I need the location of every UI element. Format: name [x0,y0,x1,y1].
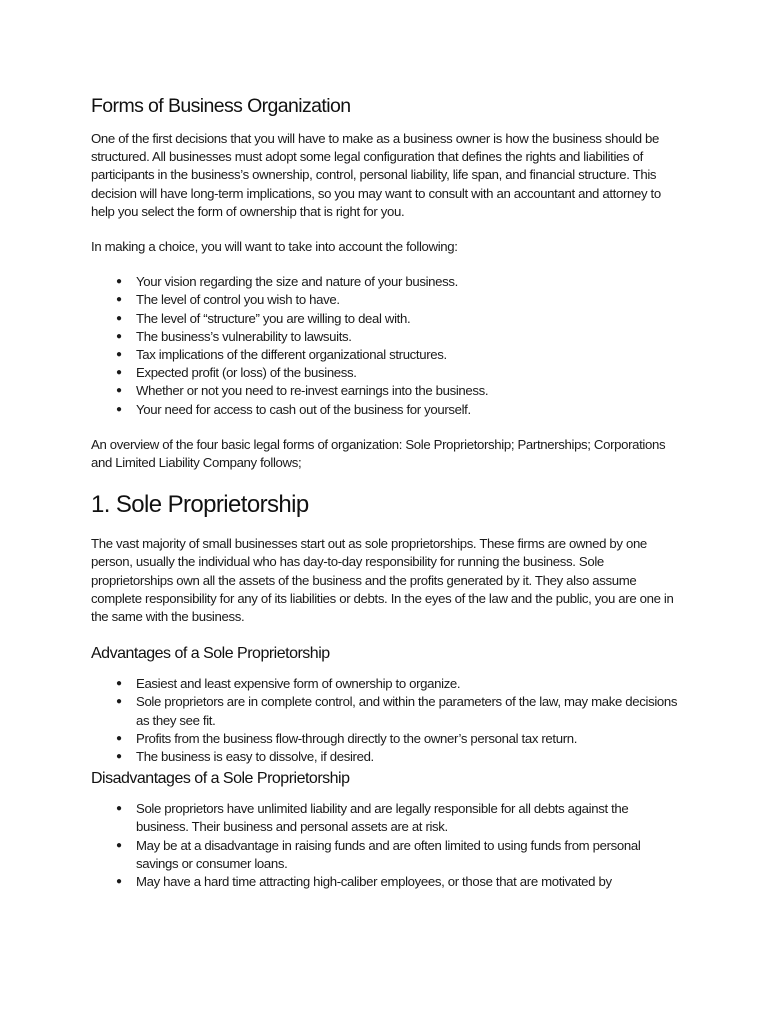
bullet-icon: ● [116,678,122,690]
bullet-icon: ● [116,294,122,306]
bullet-icon: ● [116,367,122,379]
list-item: ● Sole proprietors have unlimited liability and are legally responsible for all debts against the business. Their business and personal assets are at risk. [116,801,629,835]
intro-paragraph: One of the first decisions that you will have to make as a business owner is how the business should be structured. All businesses must adopt some legal configuration that defines the rights and liabilities of participants in the business’s ownership, control, personal liability, life span, and financial structure. This decision will have long-term implications, so you may want to consult with an accountant and attorney to help you select the form of ownership that is right for you. [91,131,661,219]
disadvantages-heading: Disadvantages of a Sole Proprietorship [91,770,350,788]
factors-list [91,273,681,419]
advantages-heading: Advantages of a Sole Proprietorship [91,645,330,663]
bullet-icon: ● [116,751,122,763]
document-page [91,92,681,908]
list-item: ● Profits from the business flow-through directly to the owner’s personal tax return. [91,730,681,748]
list-item: ● May have a hard time attracting high-caliber employees, or those that are motivated by [91,873,681,891]
list-item: ● Easiest and least expensive form of ownership to organize. [91,675,681,693]
bullet-icon: ● [116,312,122,324]
bullet-icon: ● [116,876,122,888]
bullet-icon: ● [116,276,122,288]
bullet-icon: ● [116,330,122,342]
disadvantages-list [91,800,681,891]
making-choice-paragraph: In making a choice, you will want to take into account the following: [91,239,458,255]
list-item: ● Tax implications of the different organizational structures. [91,346,681,364]
sole-proprietorship-heading: 1. Sole Proprietorship [91,491,309,519]
overview-paragraph: An overview of the four basic legal forms of organization: Sole Proprietorship; Partnerships; Corporations and Limited Liability Company follows; [91,436,666,471]
advantages-list [91,675,681,766]
document-title: Forms of Business Organization [91,95,351,117]
sole-proprietorship-paragraph: The vast majority of small businesses start out as sole proprietorships. These firms are owned by one person, usually the individual who has day-to-day responsibility for running the business. Sole proprietorships own all the assets of the business and the profits generated by it. They also assume complete responsibility for any of its liabilities or debts. In the eyes of the law and the public, you are one in the same with the business. [91,536,674,625]
list-item: ● May be at a disadvantage in raising funds and are often limited to using funds from personal savings or consumer loans. [116,837,641,871]
list-item: ● Sole proprietors are in complete control, and within the parameters of the law, may make decisions as they see fit. [116,694,678,728]
list-item: ● The level of control you wish to have. [91,291,681,309]
list-item: ● The business’s vulnerability to lawsuits. [91,328,681,346]
bullet-icon: ● [116,803,122,815]
list-item: ● The level of “structure” you are willing to deal with. [91,310,681,328]
bullet-icon: ● [116,349,122,361]
bullet-icon: ● [116,385,122,397]
list-item: ● Your vision regarding the size and nature of your business. [91,273,681,291]
list-item: ● Expected profit (or loss) of the business. [91,364,681,382]
list-item: ● The business is easy to dissolve, if desired. [91,748,681,766]
bullet-icon: ● [116,732,122,744]
list-item: ● Whether or not you need to re-invest earnings into the business. [91,382,681,400]
list-item: ● Your need for access to cash out of the business for yourself. [91,401,681,419]
bullet-icon: ● [116,696,122,708]
bullet-icon: ● [116,839,122,851]
bullet-icon: ● [116,403,122,415]
